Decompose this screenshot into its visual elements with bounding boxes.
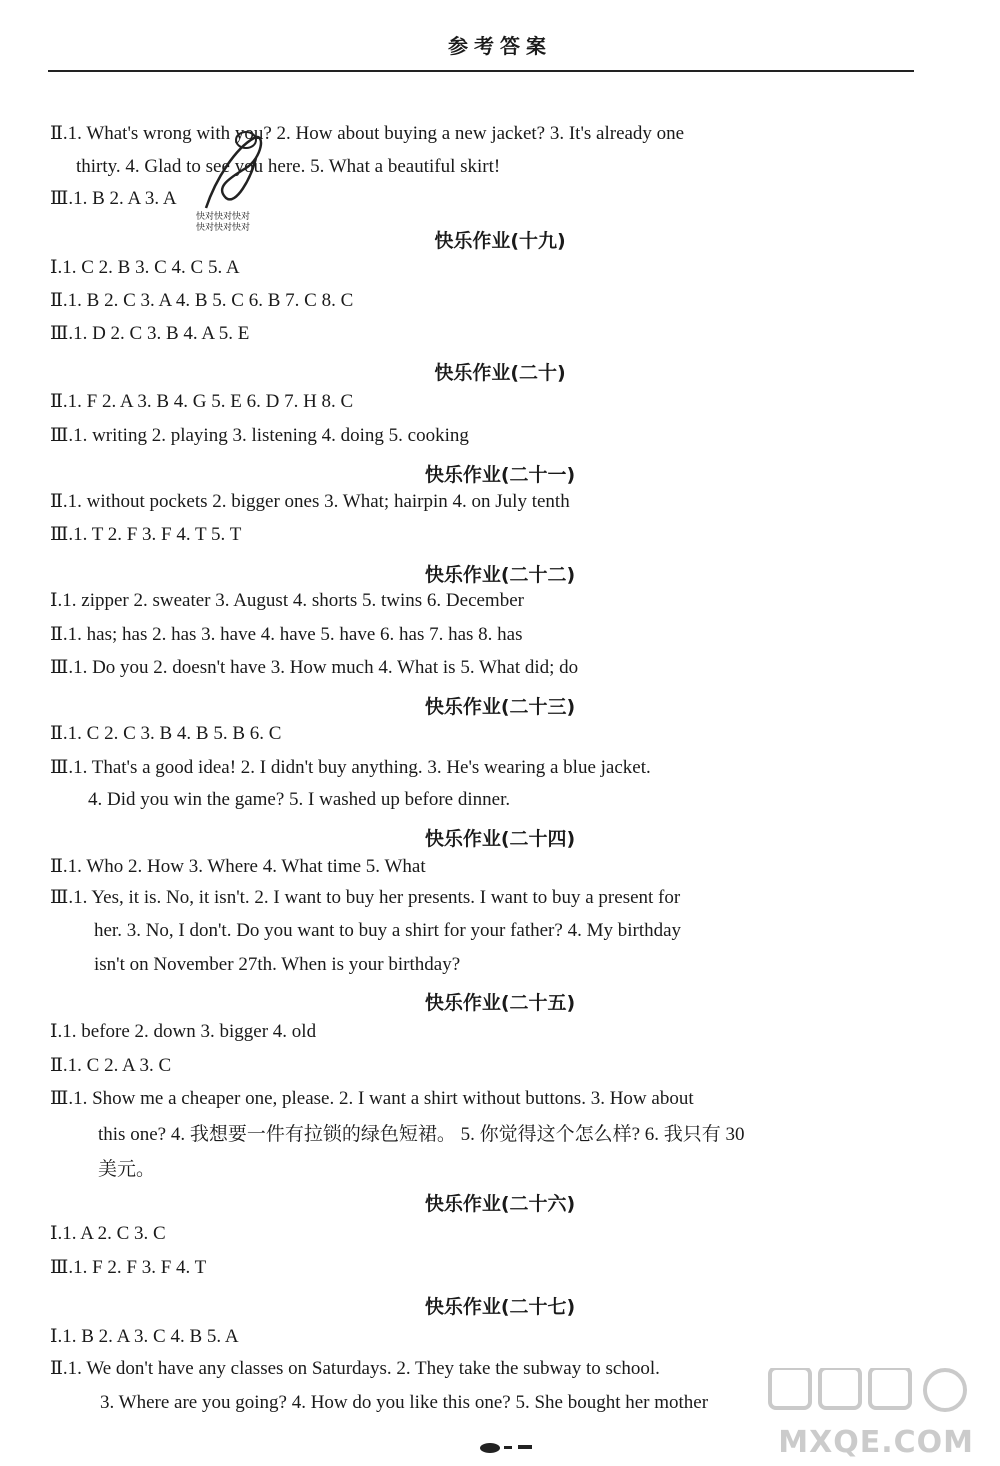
section-title: 快乐作业(二十四) — [424, 828, 576, 850]
answer-line: Ⅲ.1. Yes, it is. No, it isn't. 2. I want to buy her presents. I want to buy a present for — [50, 887, 681, 908]
answer-line: Ⅲ.1. That's a good idea! 2. I didn't buy anything. 3. He's wearing a blue jacket. — [50, 757, 651, 778]
answer-line: Ⅲ.1. D 2. C 3. B 4. A 5. E — [50, 323, 250, 344]
stamp-text: 快对快对快对 快对快对快对 — [196, 212, 251, 233]
answer-line: 3. Where are you going? 4. How do you like this one? 5. She bought her mother — [100, 1392, 709, 1413]
answer-line: 4. Did you win the game? 5. I washed up before dinner. — [88, 789, 511, 810]
answer-line: Ⅰ.1. C 2. B 3. C 4. C 5. A — [50, 257, 240, 278]
answer-line: Ⅱ.1. What's wrong with you? 2. How about buying a new jacket? 3. It's already one — [50, 123, 685, 144]
answer-line: Ⅲ.1. T 2. F 3. F 4. T 5. T — [50, 524, 242, 545]
section-title: 快乐作业(二十一) — [424, 464, 576, 486]
answer-line: Ⅱ.1. has; has 2. has 3. have 4. have 5. have 6. has 7. has 8. has — [50, 624, 523, 645]
section-title: 快乐作业(十九) — [434, 230, 566, 252]
answer-line: her. 3. No, I don't. Do you want to buy a shirt for your father? 4. My birthday — [94, 920, 682, 941]
answer-line: this one? 4. 我想要一件有拉锁的绿色短裙。 5. 你觉得这个怎么样? 6. 我只有 30 — [98, 1124, 745, 1145]
answer-line: Ⅱ.1. B 2. C 3. A 4. B 5. C 6. B 7. C 8. C — [50, 290, 354, 311]
watermark-text: MXQE.COM — [778, 1425, 974, 1460]
answer-line: Ⅰ.1. A 2. C 3. C — [50, 1223, 166, 1244]
section-title: 快乐作业(二十六) — [424, 1193, 576, 1215]
answer-line: isn't on November 27th. When is your birthday? — [94, 954, 461, 975]
answer-line: Ⅱ.1. We don't have any classes on Saturdays. 2. They take the subway to school. — [50, 1358, 660, 1379]
page-number-mark — [478, 1440, 538, 1454]
answer-line: Ⅱ.1. F 2. A 3. B 4. G 5. E 6. D 7. H 8. C — [50, 391, 354, 412]
answer-line: Ⅱ.1. C 2. A 3. C — [50, 1055, 172, 1076]
answer-line: Ⅱ.1. Who 2. How 3. Where 4. What time 5. What — [50, 856, 426, 877]
answer-line: 美元。 — [98, 1159, 156, 1180]
section-title: 快乐作业(二十) — [434, 362, 566, 384]
answer-line: Ⅱ.1. without pockets 2. bigger ones 3. What; hairpin 4. on July tenth — [50, 491, 570, 512]
answer-line: thirty. 4. Glad to see you here. 5. What a beautiful skirt! — [76, 156, 501, 177]
answer-line: Ⅱ.1. C 2. C 3. B 4. B 5. B 6. C — [50, 723, 282, 744]
answer-line: Ⅲ.1. Show me a cheaper one, please. 2. I want a shirt without buttons. 3. How about — [50, 1088, 694, 1109]
page-header: 参考答案 — [448, 34, 552, 58]
section-title: 快乐作业(二十七) — [424, 1296, 576, 1318]
section-title: 快乐作业(二十五) — [424, 992, 576, 1014]
answer-line: Ⅰ.1. B 2. A 3. C 4. B 5. A — [50, 1326, 239, 1347]
answer-line: Ⅰ.1. before 2. down 3. bigger 4. old — [50, 1021, 317, 1042]
header-divider — [48, 70, 914, 72]
answer-line: Ⅲ.1. B 2. A 3. A — [50, 188, 177, 209]
section-title: 快乐作业(二十二) — [424, 564, 576, 586]
answer-line: Ⅲ.1. F 2. F 3. F 4. T — [50, 1257, 207, 1278]
section-title: 快乐作业(二十三) — [424, 696, 576, 718]
answer-line: Ⅰ.1. zipper 2. sweater 3. August 4. shorts 5. twins 6. December — [50, 590, 524, 611]
answer-line: Ⅲ.1. writing 2. playing 3. listening 4. doing 5. cooking — [50, 425, 469, 446]
answer-line: Ⅲ.1. Do you 2. doesn't have 3. How much 4. What is 5. What did; do — [50, 657, 579, 678]
